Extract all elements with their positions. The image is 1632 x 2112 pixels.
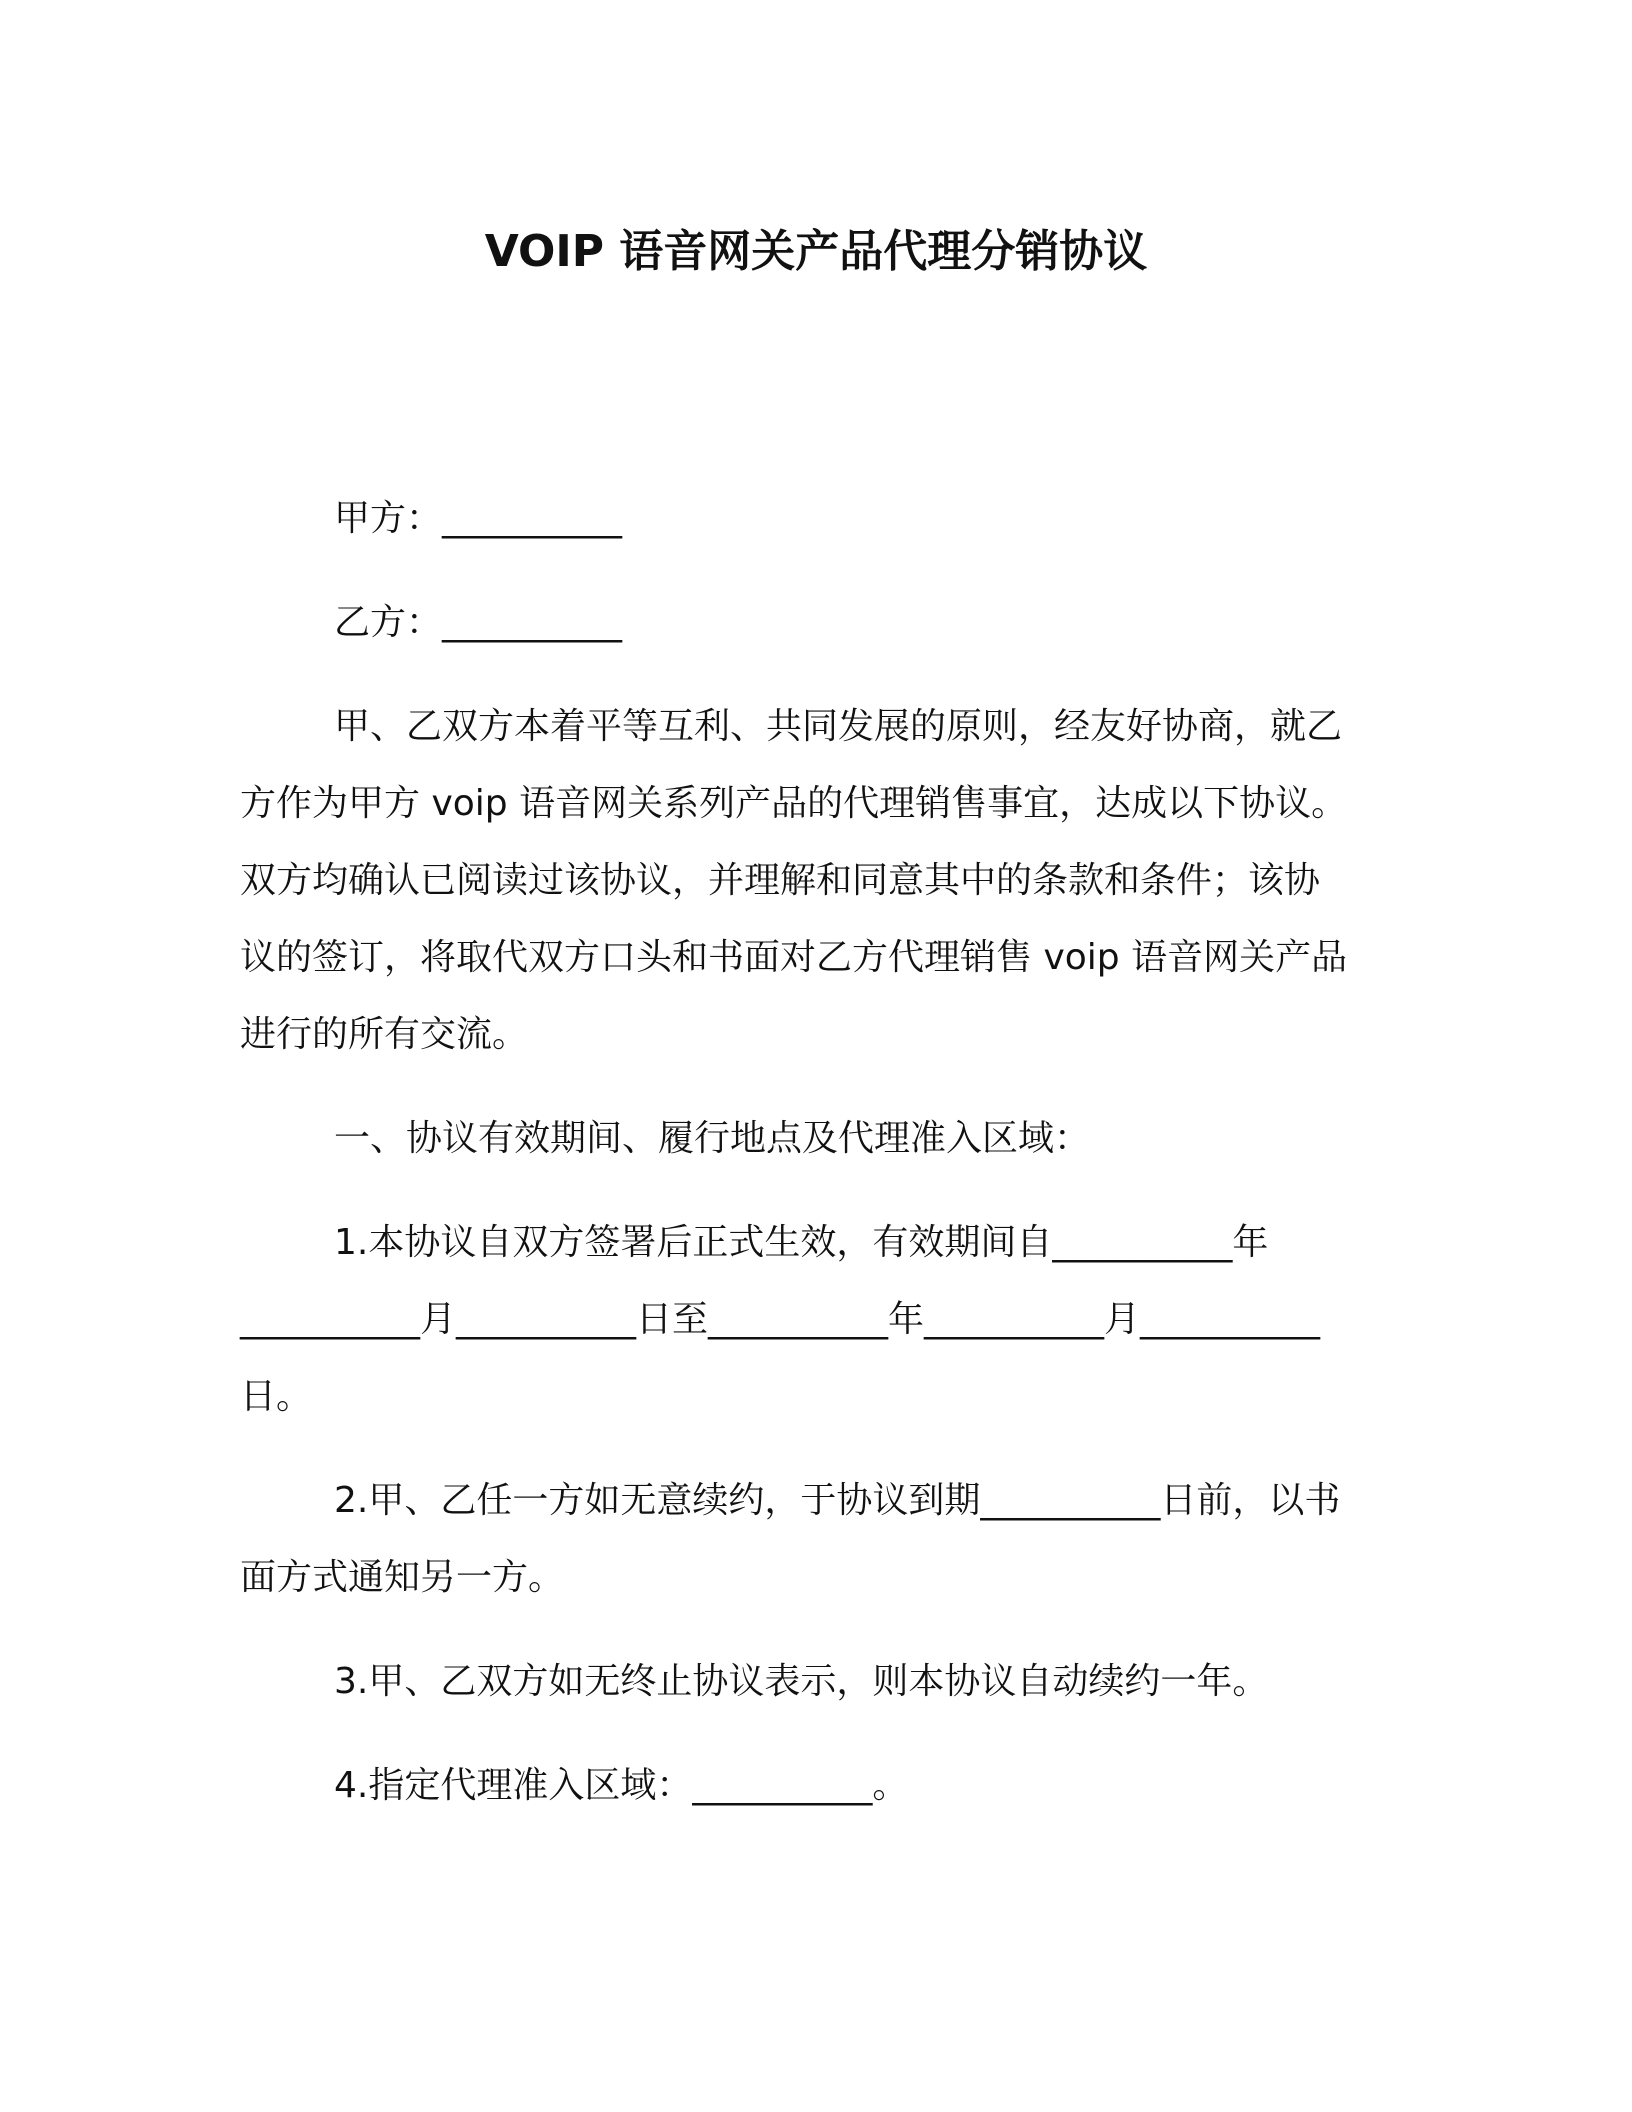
- intro-line-3: 双方均确认已阅读过该协议，并理解和同意其中的条款和条件；该协: [240, 860, 1321, 901]
- intro-line-1: 甲、乙双方本着平等互利、共同发展的原则，经友好协商，就乙: [334, 706, 1343, 747]
- party-b-line: 乙方：__________: [334, 602, 623, 643]
- document-title: VOIP 语音网关产品代理分销协议: [484, 226, 1148, 277]
- clause-1-line-2: __________月__________日至__________年__________月__________: [240, 1299, 1320, 1340]
- clause-1-line-1: 1.本协议自双方签署后正式生效，有效期间自__________年: [334, 1222, 1269, 1263]
- clause-1-line-3: 日。: [240, 1376, 313, 1417]
- intro-line-5: 进行的所有交流。: [240, 1014, 529, 1055]
- intro-line-4: 议的签订，将取代双方口头和书面对乙方代理销售 voip 语音网关产品: [240, 937, 1348, 978]
- clause-2-line-2: 面方式通知另一方。: [240, 1557, 565, 1598]
- intro-line-2: 方作为甲方 voip 语音网关系列产品的代理销售事宜，达成以下协议。: [240, 783, 1348, 824]
- clause-4-line: 4.指定代理准入区域：__________。: [334, 1765, 909, 1806]
- clause-3-line: 3.甲、乙双方如无终止协议表示，则本协议自动续约一年。: [334, 1661, 1269, 1702]
- section-1-heading: 一、协议有效期间、履行地点及代理准入区域：: [334, 1118, 1091, 1159]
- clause-2-line-1: 2.甲、乙任一方如无意续约，于协议到期__________日前，以书: [334, 1480, 1341, 1521]
- party-a-line: 甲方：__________: [334, 498, 623, 539]
